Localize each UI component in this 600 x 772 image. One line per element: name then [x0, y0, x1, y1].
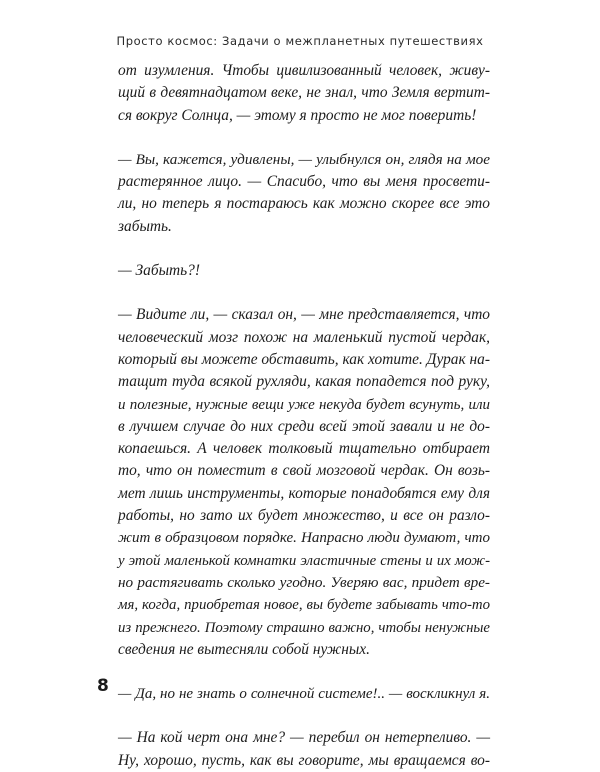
text-line: копаешься. А человек толковый тщательно отбирает [118, 440, 490, 458]
text-line: тащит туда всякой рухляди, какая попадется под руку, [118, 373, 490, 391]
paragraph [118, 260, 490, 282]
text-line: человеческий мозг похож на маленький пустой чердак, [118, 328, 490, 346]
paragraph [118, 683, 490, 705]
text-line: — Забыть?! [118, 262, 200, 280]
text-line: растерянное лицо. — Спасибо, что вы меня просвети- [118, 173, 490, 191]
text-line: в лучшем случае до них среди всей этой завали и не до- [118, 417, 490, 435]
text-line: но растягивать сколько угодно. Уверяю вас, придет вре- [118, 573, 490, 591]
text-line: щий в девятнадцатом веке, не знал, что Земля вертит- [118, 84, 490, 102]
text-line: из прежнего. Поэтому страшно важно, чтобы ненужные [118, 619, 490, 636]
text-line: у этой маленькой комнатки эластичные стены и их мож- [118, 552, 490, 569]
text-line: который вы можете обставить, как хотите. Дурак на- [118, 350, 490, 368]
text-line: мет лишь инструменты, которые понадобятся ему для [118, 484, 490, 502]
paragraph [118, 149, 490, 238]
text-line: — Видите ли, — сказал он, — мне представляется, что [118, 306, 490, 324]
text-line: от изумления. Чтобы цивилизованный человек, живу- [118, 62, 490, 79]
paragraph [118, 60, 490, 127]
running-head: Просто космос: Задачи о межпланетных путешествиях [116, 34, 484, 48]
text-line: — Да, но не знать о солнечной системе!.. — воскликнул я. [118, 686, 490, 703]
text-line: ли, но теперь я постараюсь как можно скорее все это [118, 195, 490, 213]
text-line: Ну, хорошо, пусть, как вы говорите, мы вращаемся во- [118, 751, 490, 769]
text-line: ся вокруг Солнца, — этому я просто не мог поверить! [118, 106, 477, 124]
text-line: сведения не вытесняли собой нужных. [118, 640, 370, 658]
text-line: — Вы, кажется, удивлены, — улыбнулся он, глядя на мое [118, 150, 490, 168]
text-line: и полезные, нужные вещи уже некуда будет всунуть, или [118, 396, 490, 413]
text-line: то, что он поместит в свой мозговой чердак. Он возь- [118, 462, 490, 480]
text-line: работы, но зато их будет множество, и все он разло- [118, 507, 490, 525]
text-line: жит в образцовом порядке. Напрасно люди думают, что [118, 530, 490, 547]
body-text [118, 60, 490, 772]
page-number: 8 [97, 676, 109, 696]
text-line: мя, когда, приобретая новое, вы будете забывать что-то [118, 597, 490, 614]
text-line: — На кой черт она мне? — перебил он нетерпеливо. — [118, 729, 490, 747]
paragraph [118, 304, 490, 661]
text-line: забыть. [118, 217, 172, 235]
